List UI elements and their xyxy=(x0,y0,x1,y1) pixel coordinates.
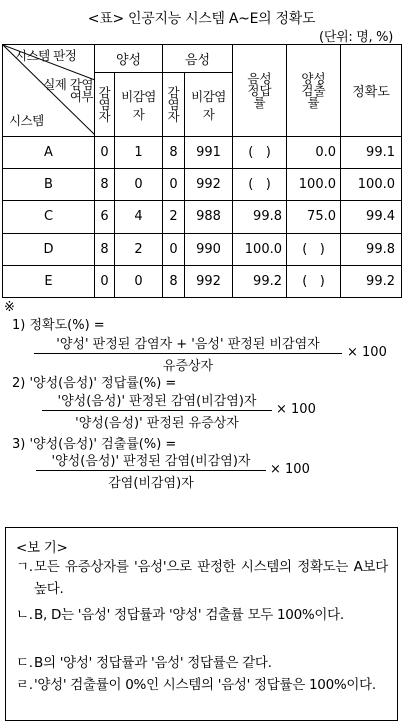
table-row xyxy=(3,233,402,265)
header-pos-detect-rate: 양성검출률 xyxy=(287,45,341,137)
cell-pos-rate: 0.0 xyxy=(287,137,341,169)
choice-item xyxy=(16,604,388,626)
table-row xyxy=(3,201,402,233)
choices-heading: <보 기> xyxy=(16,540,68,556)
cell-neg-noninfected: 992 xyxy=(185,169,233,201)
cell-neg-noninfected: 990 xyxy=(185,233,233,265)
cell-pos-infected: 6 xyxy=(95,201,115,233)
cell-pos-rate: 75.0 xyxy=(287,201,341,233)
cell-pos-noninfected: 0 xyxy=(115,265,163,297)
header-negative: 음성 xyxy=(163,45,233,73)
diagonal-header-cell xyxy=(3,45,95,137)
cell-neg-noninfected: 991 xyxy=(185,137,233,169)
choice-mark: ㄴ. xyxy=(16,607,33,623)
accuracy-table xyxy=(2,44,402,298)
diag-label-judgement: 시스템 판정 xyxy=(15,48,77,63)
cell-neg-noninfected: 992 xyxy=(185,265,233,297)
cell-neg-rate: ( ) xyxy=(233,137,287,169)
cell-pos-rate: ( ) xyxy=(287,265,341,297)
fraction-bar xyxy=(36,470,266,471)
choice-mark: ㄹ. xyxy=(16,677,33,693)
header-accuracy: 정확도 xyxy=(341,45,402,137)
cell-system: C xyxy=(3,201,95,233)
cell-neg-infected: 0 xyxy=(163,169,185,201)
choice-text: B의 '양성' 정답률과 '음성' 정답률은 같다. xyxy=(34,655,272,671)
cell-neg-noninfected: 988 xyxy=(185,201,233,233)
cell-accuracy: 100.0 xyxy=(341,169,402,201)
note3-denominator: 감염(비감염)자 xyxy=(108,476,194,491)
cell-pos-noninfected: 1 xyxy=(115,137,163,169)
choice-text: B, D는 '음성' 정답률과 '양성' 검출률 모두 100%이다. xyxy=(34,607,344,623)
cell-accuracy: 99.4 xyxy=(341,201,402,233)
cell-neg-infected: 8 xyxy=(163,265,185,297)
cell-pos-noninfected: 0 xyxy=(115,169,163,201)
note1-denominator: 유증상자 xyxy=(162,359,214,374)
note2-times: × 100 xyxy=(276,402,316,417)
choice-item xyxy=(16,674,388,696)
choices-box xyxy=(5,527,398,721)
header-neg-noninfected: 비감염자 xyxy=(185,73,233,137)
note1-numerator: '양성' 판정된 감염자 + '음성' 판정된 비감염자 xyxy=(56,337,320,352)
cell-pos-infected: 8 xyxy=(95,233,115,265)
note1-fraction xyxy=(34,333,342,374)
note2-numerator: '양성(음성)' 판정된 감염(비감염)자 xyxy=(57,394,257,409)
header-neg-infected: 감염자 xyxy=(163,73,185,137)
table-row xyxy=(3,137,402,169)
choice-text: '양성' 검출률이 0%인 시스템의 '음성' 정답률은 100%이다. xyxy=(34,677,376,693)
note3-times: × 100 xyxy=(270,462,310,477)
fraction-bar xyxy=(34,353,342,354)
cell-pos-rate: 100.0 xyxy=(287,169,341,201)
choice-item xyxy=(16,556,388,600)
cell-system: E xyxy=(3,265,95,297)
cell-pos-noninfected: 4 xyxy=(115,201,163,233)
cell-neg-infected: 0 xyxy=(163,233,185,265)
cell-pos-infected: 0 xyxy=(95,137,115,169)
header-positive: 양성 xyxy=(95,45,163,73)
cell-neg-rate: 100.0 xyxy=(233,233,287,265)
note2-fraction xyxy=(42,390,272,431)
header-neg-correct-rate: 음성정답률 xyxy=(233,45,287,137)
choice-text: 모든 유증상자를 '음성'으로 판정한 시스템의 정확도는 A보다 높다. xyxy=(34,559,388,597)
cell-neg-infected: 8 xyxy=(163,137,185,169)
fraction-bar xyxy=(42,410,272,411)
cell-neg-rate: ( ) xyxy=(233,169,287,201)
diag-label-actual: 실제 감염 여부 xyxy=(43,77,93,104)
header-pos-noninfected: 비감염자 xyxy=(115,73,163,137)
cell-accuracy: 99.2 xyxy=(341,265,402,297)
note3-fraction xyxy=(36,450,266,491)
cell-neg-rate: 99.8 xyxy=(233,201,287,233)
note3-label: 3) '양성(음성)' 검출률(%) = xyxy=(12,437,177,452)
note2-denominator: '양성(음성)' 판정된 유증상자 xyxy=(75,416,239,431)
table-row xyxy=(3,265,402,297)
cell-pos-rate: ( ) xyxy=(287,233,341,265)
diag-label-system: 시스템 xyxy=(9,113,44,128)
note2-label: 2) '양성(음성)' 정답률(%) = xyxy=(12,376,177,391)
cell-system: D xyxy=(3,233,95,265)
note-mark: ※ xyxy=(4,300,15,315)
choice-item xyxy=(16,652,388,674)
note1-times: × 100 xyxy=(347,345,387,360)
cell-pos-noninfected: 2 xyxy=(115,233,163,265)
cell-neg-rate: 99.2 xyxy=(233,265,287,297)
cell-system: B xyxy=(3,169,95,201)
cell-neg-infected: 2 xyxy=(163,201,185,233)
choice-mark: ㄱ. xyxy=(16,559,33,575)
header-pos-infected: 감염자 xyxy=(95,73,115,137)
table-title: <표> 인공지능 시스템 A~E의 정확도 xyxy=(87,11,316,27)
note1-label: 1) 정확도(%) = xyxy=(12,318,105,333)
cell-pos-infected: 0 xyxy=(95,265,115,297)
choice-mark: ㄷ. xyxy=(16,655,33,671)
cell-system: A xyxy=(3,137,95,169)
cell-pos-infected: 8 xyxy=(95,169,115,201)
table-row xyxy=(3,169,402,201)
cell-accuracy: 99.8 xyxy=(341,233,402,265)
unit-label: (단위: 명, %) xyxy=(319,30,393,45)
note3-numerator: '양성(음성)' 판정된 감염(비감염)자 xyxy=(51,454,251,469)
cell-accuracy: 99.1 xyxy=(341,137,402,169)
